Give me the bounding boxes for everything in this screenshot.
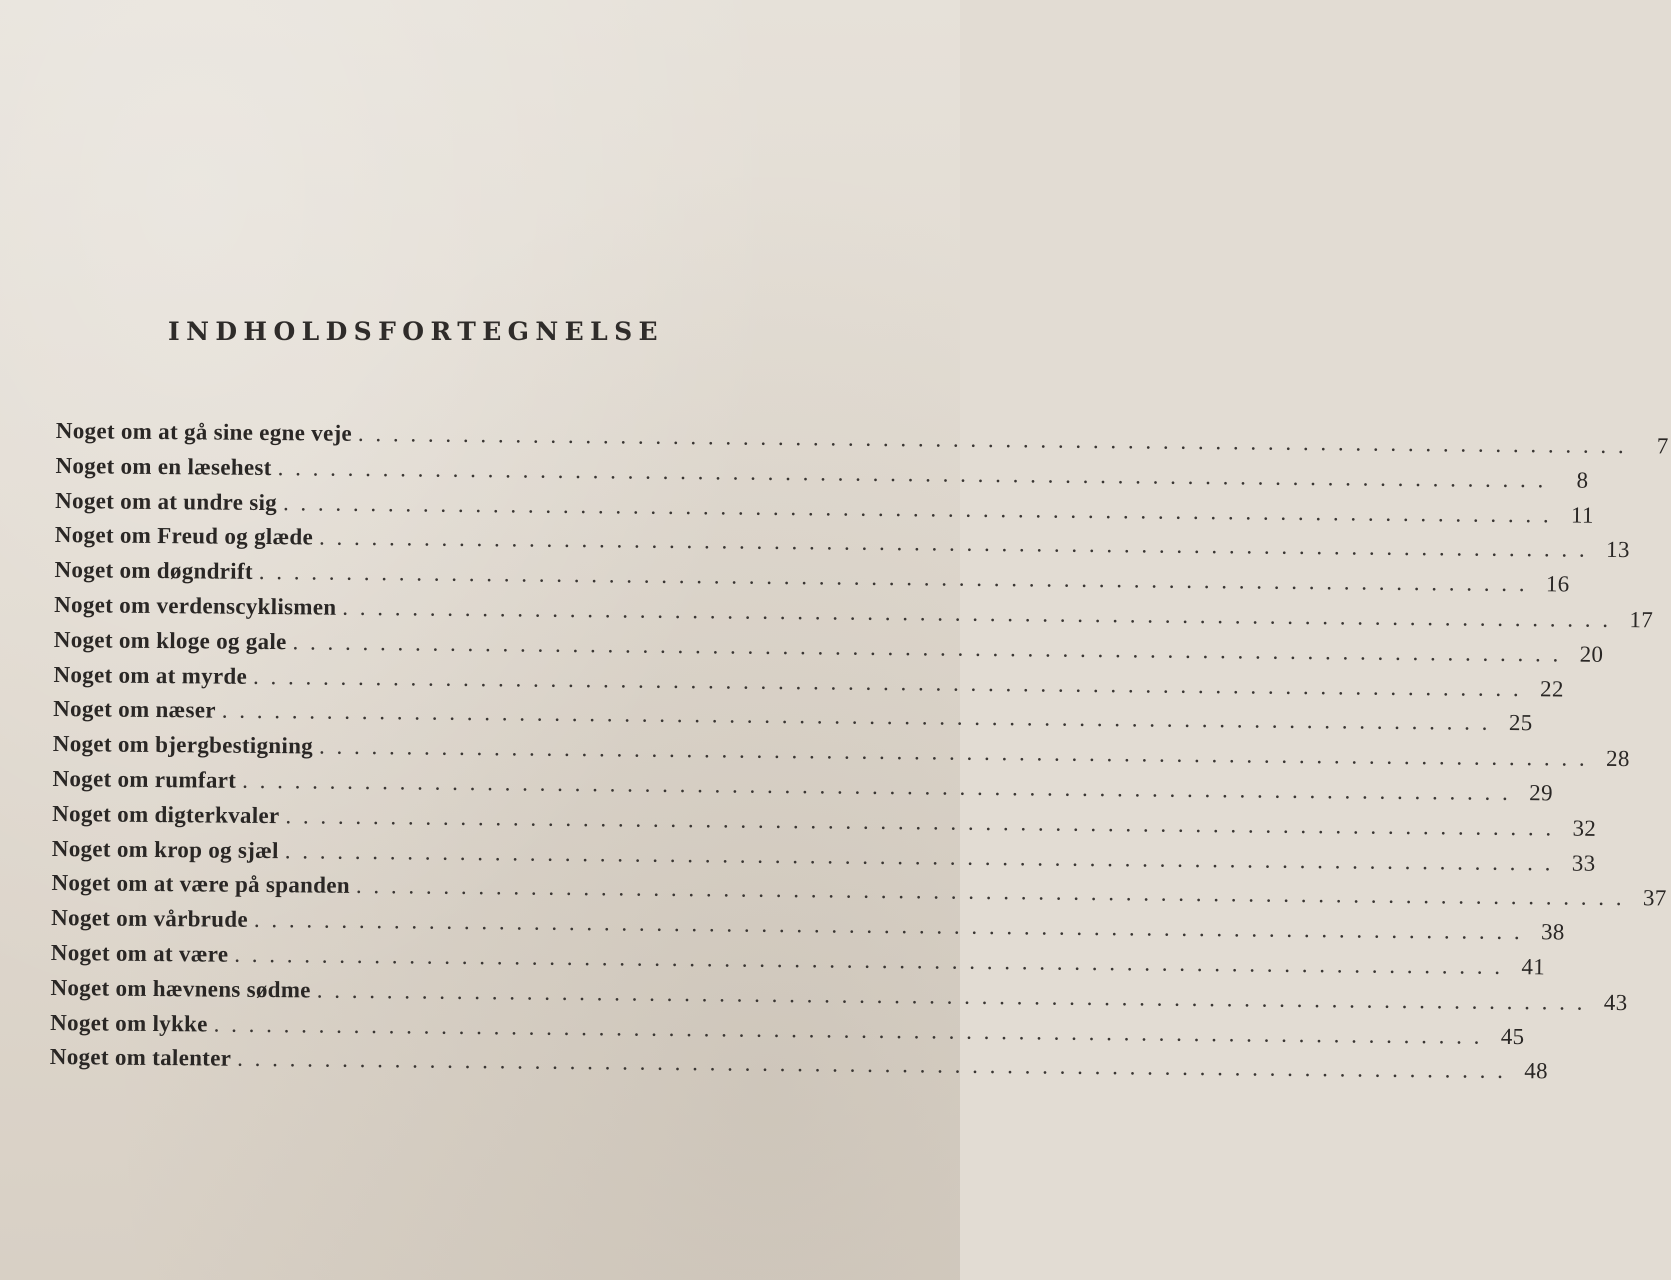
toc-entry <box>49 1044 1549 1086</box>
page-number: 8 <box>1576 467 1589 493</box>
dot-leader: . . . . . . . . . . . . . . . . . . . . . . . . . . . . . . . . . . . . . . . . . . . . . . . . . . . . . . . . . . . . . . . . . . . . . . . . . <box>213 1011 1483 1049</box>
dot-leader: . . . . . . . . . . . . . . . . . . . . . . . . . . . . . . . . . . . . . . . . . . . . . . . . . . . . . . . . . . . . . . . . . . . . . . . . . <box>357 420 1627 459</box>
dot-leader: . . . . . . . . . . . . . . . . . . . . . . . . . . . . . . . . . . . . . . . . . . . . . . . . . . . . . . . . . . . . . . . . . . . . . . . . . <box>237 1046 1507 1084</box>
page-number: 29 <box>1529 780 1553 806</box>
entry-title: Noget om verdenscyklismen <box>54 591 337 620</box>
entry-title: Noget om vårbrude <box>51 905 249 933</box>
dot-leader: . . . . . . . . . . . . . . . . . . . . . . . . . . . . . . . . . . . . . . . . . . . . . . . . . . . . . . . . . . . . . . . . . . . . . . . . . <box>355 873 1625 911</box>
entry-title: Noget om næser <box>53 696 216 723</box>
entry-title: Noget om Freud og glæde <box>54 522 314 550</box>
table-of-contents <box>49 418 1669 1086</box>
dot-leader: . . . . . . . . . . . . . . . . . . . . . . . . . . . . . . . . . . . . . . . . . . . . . . . . . . . . . . . . . . . . . . . . . . . . . . . . . <box>316 977 1586 1015</box>
dot-leader: . . . . . . . . . . . . . . . . . . . . . . . . . . . . . . . . . . . . . . . . . . . . . . . . . . . . . . . . . . . . . . . . . . . . . . . . . <box>342 594 1612 632</box>
page-number: 11 <box>1570 502 1594 528</box>
dot-leader: . . . . . . . . . . . . . . . . . . . . . . . . . . . . . . . . . . . . . . . . . . . . . . . . . . . . . . . . . . . . . . . . . . . . . . . . . <box>234 941 1504 979</box>
entry-title: Noget om lykke <box>50 1009 208 1037</box>
dot-leader: . . . . . . . . . . . . . . . . . . . . . . . . . . . . . . . . . . . . . . . . . . . . . . . . . . . . . . . . . . . . . . . . . . . . . . . . . <box>284 837 1554 875</box>
entry-title: Noget om at være på spanden <box>51 870 351 899</box>
dot-leader: . . . . . . . . . . . . . . . . . . . . . . . . . . . . . . . . . . . . . . . . . . . . . . . . . . . . . . . . . . . . . . . . . . . . . . . . . <box>277 454 1547 493</box>
entry-title: Noget om rumfart <box>52 765 237 793</box>
entry-title: Noget om at være <box>50 939 229 967</box>
entry-title: Noget om krop og sjæl <box>51 835 279 863</box>
page-number: 20 <box>1579 641 1604 667</box>
page-number: 43 <box>1603 989 1628 1015</box>
page-number: 32 <box>1572 815 1597 841</box>
entry-title: Noget om digterkvaler <box>52 800 280 828</box>
dot-leader: . . . . . . . . . . . . . . . . . . . . . . . . . . . . . . . . . . . . . . . . . . . . . . . . . . . . . . . . . . . . . . . . . . . . . . . . . <box>258 559 1528 597</box>
entry-title: Noget om at gå sine egne veje <box>55 418 353 446</box>
dot-leader: . . . . . . . . . . . . . . . . . . . . . . . . . . . . . . . . . . . . . . . . . . . . . . . . . . . . . . . . . . . . . . . . . . . . . . . . . <box>292 629 1562 667</box>
page-number: 17 <box>1629 607 1654 633</box>
dot-leader: . . . . . . . . . . . . . . . . . . . . . . . . . . . . . . . . . . . . . . . . . . . . . . . . . . . . . . . . . . . . . . . . . . . . . . . . . <box>282 489 1552 527</box>
entry-title: Noget om en læsehest <box>55 452 272 480</box>
entry-title: Noget om at myrde <box>53 661 248 689</box>
entry-title: Noget om talenter <box>49 1044 232 1072</box>
page-number: 16 <box>1545 571 1570 597</box>
page-title: INDHOLDSFORTEGNELSE <box>168 317 665 346</box>
page-number: 45 <box>1500 1023 1525 1049</box>
page-number: 41 <box>1521 954 1546 980</box>
dot-leader: . . . . . . . . . . . . . . . . . . . . . . . . . . . . . . . . . . . . . . . . . . . . . . . . . . . . . . . . . . . . . . . . . . . . . . . . . <box>318 733 1588 771</box>
entry-title: Noget om kloge og gale <box>53 626 287 655</box>
dot-leader: . . . . . . . . . . . . . . . . . . . . . . . . . . . . . . . . . . . . . . . . . . . . . . . . . . . . . . . . . . . . . . . . . . . . . . . . . <box>221 697 1491 736</box>
entry-title: Noget om døgndrift <box>54 557 253 585</box>
dot-leader: . . . . . . . . . . . . . . . . . . . . . . . . . . . . . . . . . . . . . . . . . . . . . . . . . . . . . . . . . . . . . . . . . . . . . . . . . <box>285 802 1555 841</box>
entry-title: Noget om hævnens sødme <box>50 974 311 1003</box>
dot-leader: . . . . . . . . . . . . . . . . . . . . . . . . . . . . . . . . . . . . . . . . . . . . . . . . . . . . . . . . . . . . . . . . . . . . . . . . . <box>252 663 1522 701</box>
page-number: 28 <box>1606 746 1630 772</box>
page-number: 48 <box>1524 1058 1549 1084</box>
page-number: 7 <box>1656 433 1669 459</box>
entry-title: Noget om at undre sig <box>55 487 278 515</box>
dot-leader: . . . . . . . . . . . . . . . . . . . . . . . . . . . . . . . . . . . . . . . . . . . . . . . . . . . . . . . . . . . . . . . . . . . . . . . . . <box>242 767 1511 805</box>
dot-leader: . . . . . . . . . . . . . . . . . . . . . . . . . . . . . . . . . . . . . . . . . . . . . . . . . . . . . . . . . . . . . . . . . . . . . . . . . <box>318 524 1588 563</box>
page-number: 33 <box>1571 850 1596 876</box>
page-number: 22 <box>1540 675 1564 702</box>
page-number: 37 <box>1642 885 1667 911</box>
dot-leader: . . . . . . . . . . . . . . . . . . . . . . . . . . . . . . . . . . . . . . . . . . . . . . . . . . . . . . . . . . . . . . . . . . . . . . . . . <box>253 907 1523 945</box>
page-number: 25 <box>1508 710 1533 736</box>
page-number: 38 <box>1540 919 1565 945</box>
entry-title: Noget om bjergbestigning <box>52 731 314 759</box>
page-number: 13 <box>1605 537 1630 563</box>
